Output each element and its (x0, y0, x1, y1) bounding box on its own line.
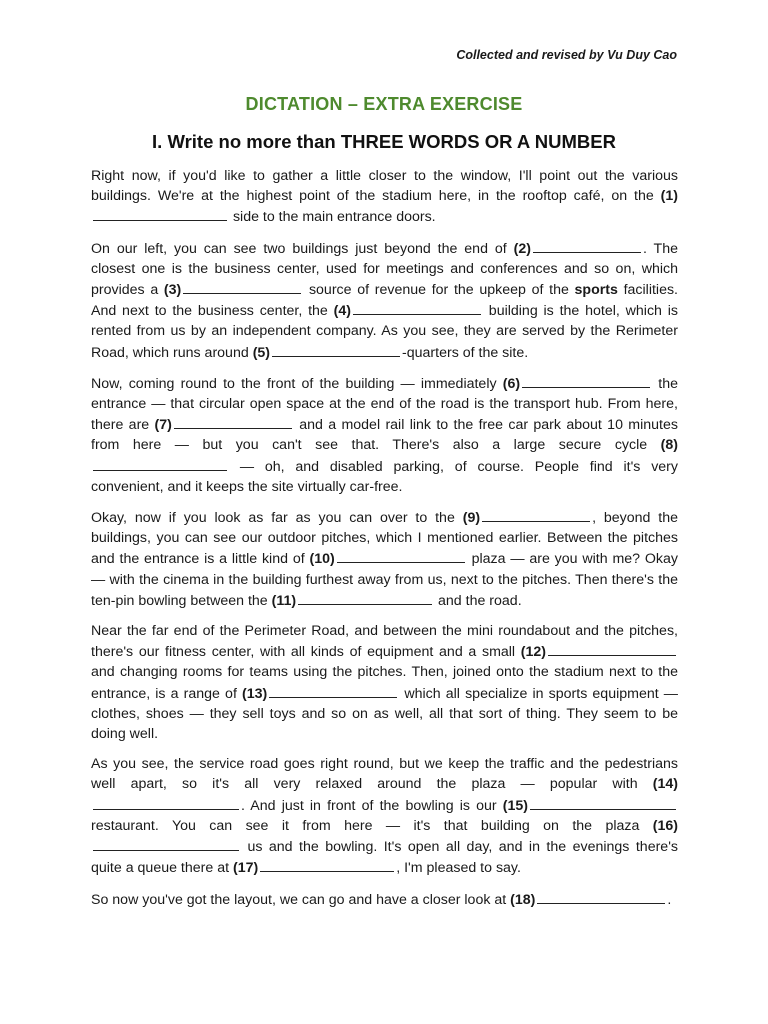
question-number-13: (13) (242, 685, 268, 702)
question-number-5: (5) (252, 344, 271, 361)
question-number-18: (18) (510, 891, 536, 908)
question-number-15: (15) (502, 797, 528, 814)
answer-blank-18[interactable] (537, 889, 665, 904)
page-title: DICTATION – EXTRA EXERCISE (245, 94, 523, 114)
question-number-11: (11) (271, 592, 297, 609)
answer-blank-13[interactable] (269, 683, 397, 698)
answer-blank-1[interactable] (93, 206, 227, 221)
paragraph-2: On our left, you can see two buildings just beyond the end of (2) . The closest one is the business center, used for meetings and conferences and so on, which provides a (3) source of revenue for the upkeep of the sports facilities. And next to the business center, the (4) building is the hotel, which is rented from us by an independent company. As you see, they are served by the Rerimeter Road, which runs around (5) -quarters of the site. (91, 238, 678, 363)
question-number-1: (1) (660, 188, 678, 205)
question-number-3: (3) (163, 282, 182, 299)
answer-blank-17[interactable] (260, 857, 394, 872)
answer-blank-9[interactable] (482, 507, 590, 522)
question-number-9: (9) (462, 510, 481, 527)
paragraph-4: Okay, now if you look as far as you can over to the (9) , beyond the buildings, you can see our outdoor pitches, which I mentioned earlier. Between the pitches and the entrance is a little kind of (10) plaza — are you with me? Okay — with the cinema in the building furthest away from us, next to the pitches. Then there's the ten-pin bowling between the (11) and the road. (91, 507, 678, 611)
answer-blank-5[interactable] (272, 342, 400, 357)
answer-blank-16[interactable] (93, 836, 239, 851)
question-number-10: (10) (309, 551, 335, 568)
exercise-instruction: I. Write no more than THREE WORDS OR A NUMBER (152, 131, 616, 152)
dictation-text (91, 166, 678, 920)
answer-blank-14[interactable] (93, 795, 239, 810)
question-number-8: (8) (660, 437, 678, 454)
answer-blank-7[interactable] (174, 414, 292, 429)
question-number-4: (4) (333, 303, 351, 320)
question-number-16: (16) (652, 817, 678, 834)
question-number-2: (2) (513, 240, 531, 257)
question-number-6: (6) (502, 375, 521, 392)
paragraph-6: As you see, the service road goes right round, but we keep the traffic and the pedestrians well apart, so it's all very relaxed around the plaza — popular with (14). And just in front of the bowling is our (15) restaurant. You can see it from here — it's that building on the plaza (16) us and the bowling. It's open all day, and in the evenings there's quite a queue there at (17) , I'm pleased to say. (91, 756, 678, 877)
paragraph-7: So now you've got the layout, we can go and have a closer look at (18) . (91, 889, 678, 910)
paragraph-3: Now, coming round to the front of the building — immediately (6) the entrance — that circular open space at the end of the road is the transport hub. From here, there are (7) and a model rail link to the free car park about 10 minutes from here — but you can't see that. There's also a large secure cycle (8) — oh, and disabled parking, of course. People find it's very convenient, and it keeps the site virtually car-free. (91, 373, 678, 497)
answer-blank-10[interactable] (337, 548, 465, 563)
paragraph-5: Near the far end of the Perimeter Road, and between the mini roundabout and the pitches, there's our fitness center, with all kinds of equipment and a small (12) and changing rooms for teams using the pitches. Then, joined onto the stadium next to the entrance, is a range of (13) which all specialize in sports equipment — clothes, shoes — they sell toys and so on as well, all that sort of thing. They seem to be doing well. (91, 623, 678, 743)
answer-blank-12[interactable] (548, 641, 676, 656)
author-note: Collected and revised by Vu Duy Cao (456, 48, 677, 62)
answer-blank-4[interactable] (353, 300, 481, 315)
paragraph-1: Right now, if you'd like to gather a little closer to the window, I'll point out the various buildings. We're at the highest point of the stadium here, in the rooftop café, on the (1) side to the main entrance doors. (91, 168, 678, 226)
answer-blank-11[interactable] (298, 590, 432, 605)
answer-blank-6[interactable] (522, 373, 650, 388)
question-number-14: (14) (652, 776, 678, 793)
question-number-7: (7) (154, 417, 172, 434)
answer-blank-15[interactable] (530, 795, 676, 810)
question-number-17: (17) (233, 860, 259, 877)
bold-word: sports (574, 282, 618, 299)
question-number-12: (12) (520, 644, 546, 661)
answer-blank-3[interactable] (183, 279, 301, 294)
answer-blank-8[interactable] (93, 456, 227, 471)
answer-blank-2[interactable] (533, 238, 641, 253)
